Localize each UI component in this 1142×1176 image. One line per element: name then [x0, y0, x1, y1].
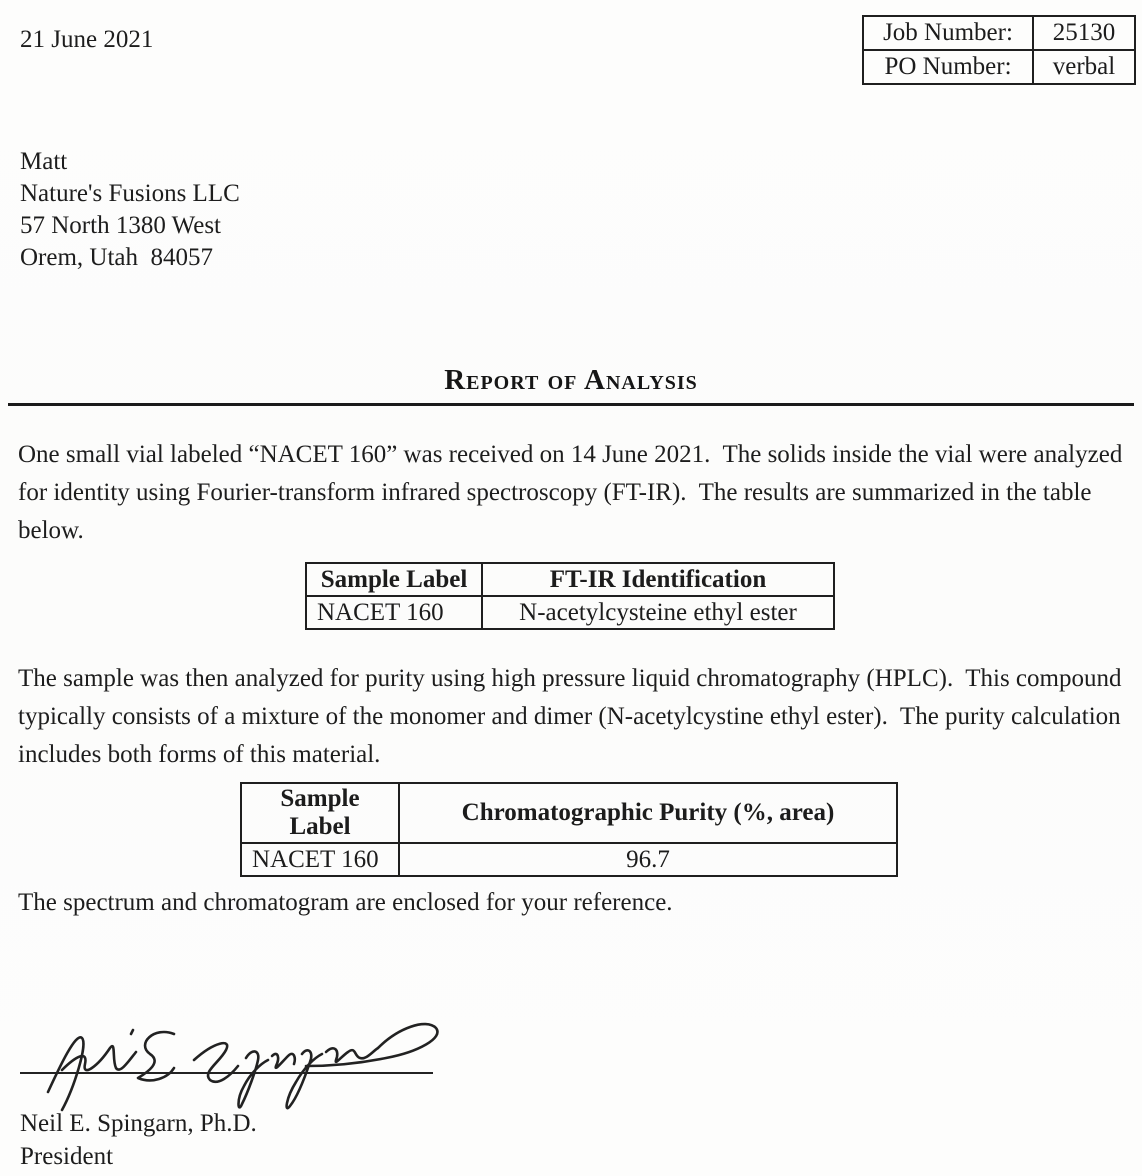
- purity-data-row: [241, 843, 897, 876]
- purity-header-row: [241, 783, 897, 843]
- recipient-city-state-zip: Orem, Utah 84057: [20, 244, 214, 271]
- recipient-company: Nature's Fusions LLC: [20, 180, 240, 207]
- job-number-value: 25130: [1033, 16, 1135, 50]
- hplc-paragraph: The sample was then analyzed for purity using high pressure liquid chromatography (HPLC). This compound typically consists of a mixture of the monomer and dimer (N-acetylcystine ethyl ester). The purity calculation includes both forms of this material.: [18, 665, 1128, 768]
- po-number-value: verbal: [1033, 50, 1135, 84]
- ftir-data-row: [306, 596, 834, 629]
- purity-header-purity: Chromatographic Purity (%, area): [399, 783, 897, 843]
- ftir-cell-identification: N-acetylcysteine ethyl ester: [482, 596, 834, 629]
- intro-paragraph: One small vial labeled “NACET 160” was received on 14 June 2021. The solids inside the vial were analyzed for identity using Fourier-transform infrared spectroscopy (FT-IR). The results are summarized in the table below.: [18, 441, 1129, 544]
- purity-header-sample-label: Sample Label: [241, 783, 399, 843]
- po-number-row: [863, 50, 1135, 84]
- purity-cell-sample: NACET 160: [241, 843, 399, 876]
- ftir-header-sample-label: Sample Label: [306, 563, 482, 596]
- ftir-header-row: [306, 563, 834, 596]
- ftir-table: [305, 562, 835, 630]
- recipient-name: Matt: [20, 148, 68, 175]
- handwritten-signature: [18, 1004, 458, 1116]
- ftir-cell-sample: NACET 160: [306, 596, 482, 629]
- job-number-row: [863, 16, 1135, 50]
- purity-cell-value: 96.7: [399, 843, 897, 876]
- job-info-table: [862, 15, 1136, 85]
- signature-underline: [20, 1072, 433, 1074]
- recipient-street: 57 North 1380 West: [20, 212, 221, 239]
- ftir-header-identification: FT-IR Identification: [482, 563, 834, 596]
- purity-table: [240, 782, 898, 877]
- signer-role: President: [20, 1143, 114, 1170]
- letter-date: 21 June 2021: [20, 26, 154, 53]
- signer-name: Neil E. Spingarn, Ph.D.: [20, 1110, 257, 1137]
- closing-paragraph: The spectrum and chromatogram are enclosed for your reference.: [18, 889, 673, 916]
- title-divider-rule: [8, 403, 1134, 406]
- po-number-label: PO Number:: [863, 50, 1033, 84]
- recipient-address: [20, 146, 240, 274]
- report-title: Report of Analysis: [444, 364, 698, 396]
- job-number-label: Job Number:: [863, 16, 1033, 50]
